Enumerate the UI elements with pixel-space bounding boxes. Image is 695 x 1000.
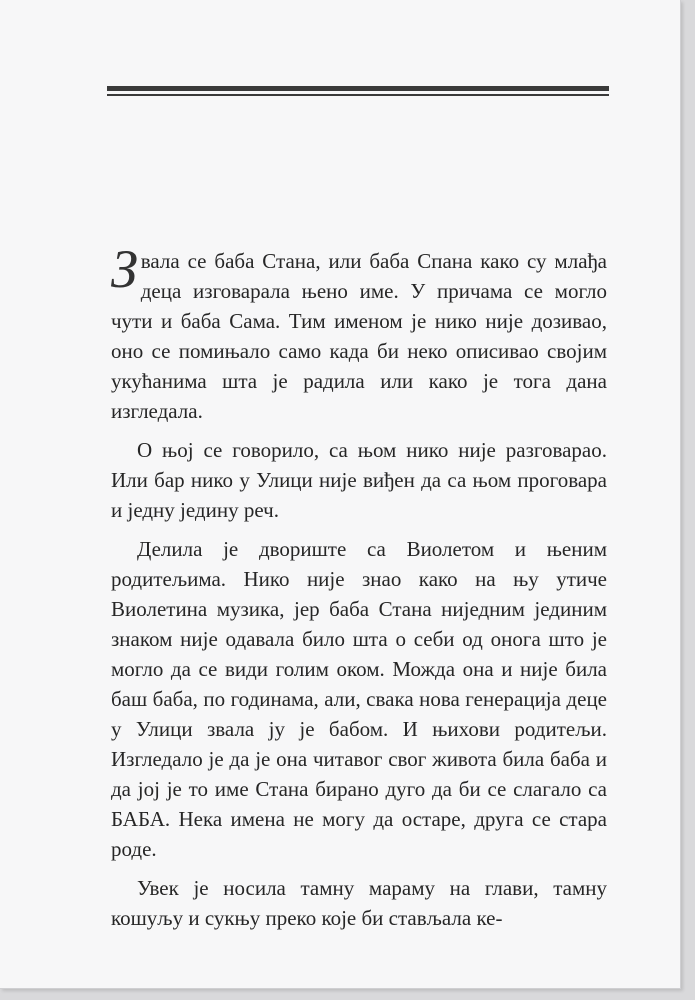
header-rule-thin [107,94,609,96]
chapter-text [111,239,607,942]
paragraph-3: Делила је двориште са Виолетом и њеним родитељима. Нико није знао како на њу утиче Виолетина музика, јер баба Стана ниједним јединим знаком није одавала било шта о себи од онога што је могло да се види голим оком. Можда она и није била баш баба, по годинама, али, свака нова генерација деце у Улици звала ју је бабом. И њихови родитељи. Изгледало је да је она читавог свог живота била баба и да јој је то име Стана бирано дуго да би се слагало са БАБА. Нека имена не могу да остаре, друга се стара роде. [111,537,607,861]
paragraph-2: О њој се говорило, са њом нико није разговарао. Или бар нико у Улици није виђен да са њом проговара и једну једину реч. [111,438,607,522]
drop-cap: З [111,239,138,299]
chapter-header-rule [107,86,609,96]
paragraph-1-text: вала се баба Стана, или баба Спана како су млађа деца изговарала њено име. У причама се могло чути и баба Сама. Тим именом је нико није дозивао, оно се помињало само када би неко описивао својим укућанима шта је радила или како је тога дана изгледала. [111,249,607,423]
paragraph-4: Увек је носила тамну мараму на глави, тамну кошуљу и сукњу преко које би стављала ке- [111,876,607,930]
paragraph-1 [111,239,607,426]
header-rule-thick [107,86,609,91]
